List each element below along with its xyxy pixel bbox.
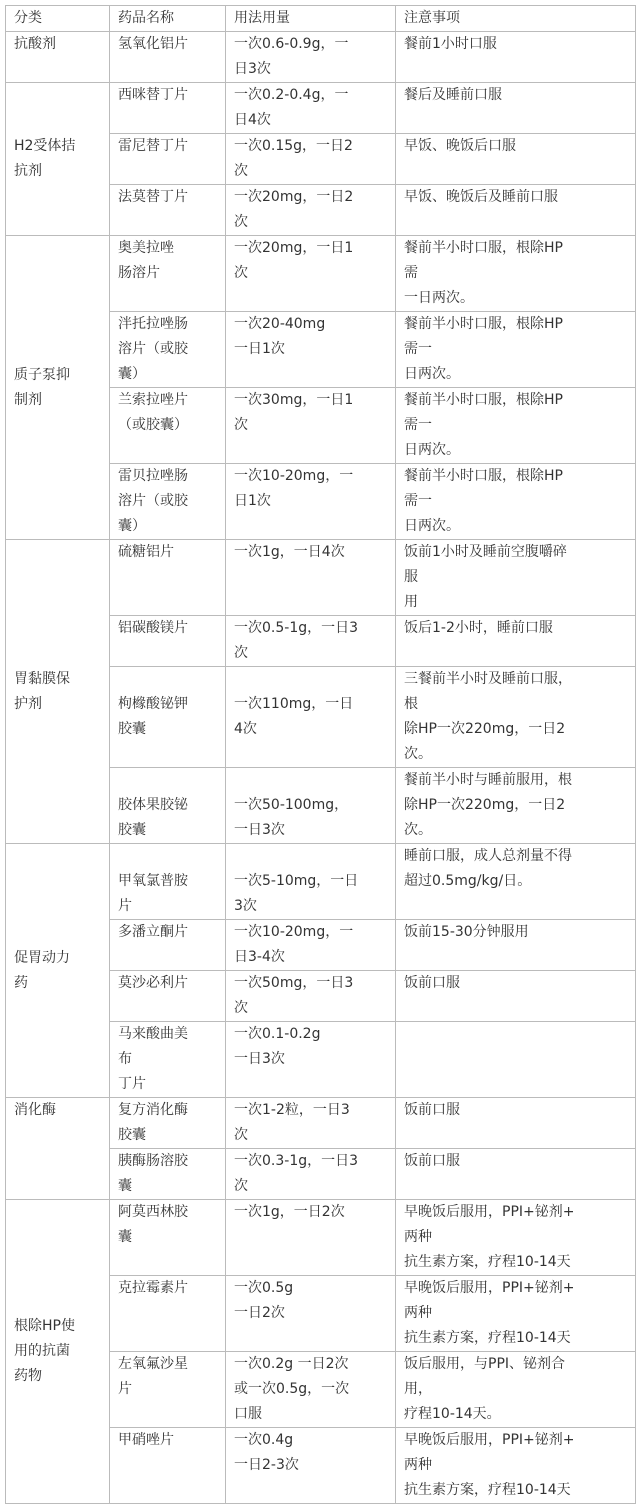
usage-cell <box>226 844 396 920</box>
cell-line: 次 <box>234 265 248 281</box>
notes-cell <box>396 540 636 616</box>
cell-line <box>118 768 217 793</box>
cell-line: 一次50-100mg， <box>234 797 349 813</box>
cell-line: 一次0.2g 一日2次 <box>234 1356 349 1372</box>
cell-line: 日1次 <box>234 493 271 509</box>
cell-line: 两种 <box>404 1457 432 1473</box>
table-row <box>6 1200 636 1276</box>
cell-line: 需一 <box>404 341 432 357</box>
cell-line: 抗酸剂 <box>14 36 56 52</box>
cell-line: （或胶囊） <box>118 417 188 433</box>
notes-cell <box>396 185 636 236</box>
cell-line: 法莫替丁片 <box>118 189 188 205</box>
drug-name-cell <box>110 1149 226 1200</box>
cell-line: 一次0.6-0.9g，一 <box>234 36 349 52</box>
header-usage: 用法用量 <box>226 6 396 32</box>
cell-line: 片 <box>118 898 132 914</box>
cell-line: 肠溶片 <box>118 265 160 281</box>
drug-name-cell <box>110 616 226 667</box>
cell-line: 甲氧氯普胺 <box>118 873 188 889</box>
cell-line: 一次0.5g <box>234 1280 294 1296</box>
cell-line: 片 <box>118 1381 132 1397</box>
cell-line <box>118 667 217 692</box>
cell-line: 枸橼酸铋钾 <box>118 696 188 712</box>
cell-line: 饭后1-2小时，睡前口服 <box>404 620 553 636</box>
cell-line: 早饭、晚饭后及睡前口服 <box>404 189 558 205</box>
cell-line: 雷尼替丁片 <box>118 138 188 154</box>
cell-line: 用的抗菌 <box>14 1343 70 1359</box>
cell-line: 一日3次 <box>234 822 285 838</box>
cell-line: 复方消化酶 <box>118 1102 188 1118</box>
usage-cell <box>226 971 396 1022</box>
notes-cell <box>396 971 636 1022</box>
cell-line: 质子泵抑 <box>14 366 70 383</box>
notes-cell <box>396 616 636 667</box>
cell-line: 餐前1小时口服 <box>404 36 497 52</box>
table-body <box>6 32 636 1504</box>
cell-line: 一次20mg，一日1 <box>234 240 354 256</box>
cell-line: 除HP一次220mg，一日2 <box>404 797 566 813</box>
cell-line: 日两次。 <box>404 442 460 458</box>
category-cell <box>6 236 110 540</box>
cell-line: 两种 <box>404 1229 432 1245</box>
cell-line: 早晚饭后服用，PPI+铋剂+ <box>404 1432 575 1448</box>
cell-line: 一次0.2-0.4g，一 <box>234 87 349 103</box>
cell-line: 两种 <box>404 1305 432 1321</box>
cell-line: 一日2-3次 <box>234 1457 299 1473</box>
cell-line: 日4次 <box>234 112 271 128</box>
cell-line: 根除HP使 <box>14 1318 75 1334</box>
cell-line: 超过0.5mg/kg/日。 <box>404 873 532 889</box>
cell-line: 饭前1小时及睡前空腹嚼碎 <box>404 544 567 560</box>
drug-name-cell <box>110 1098 226 1149</box>
cell-line: 需 <box>404 265 418 281</box>
cell-line: 抗生素方案，疗程10-14天 <box>404 1330 571 1346</box>
cell-line: 餐后及睡前口服 <box>404 87 502 103</box>
usage-cell <box>226 1149 396 1200</box>
table-row <box>6 236 636 312</box>
cell-line: 雷贝拉唑肠 <box>118 468 188 484</box>
usage-cell <box>226 134 396 185</box>
cell-line: 饭前15-30分钟服用 <box>404 924 529 940</box>
cell-line: 囊） <box>118 518 146 534</box>
cell-line: 次 <box>234 1000 248 1016</box>
cell-line: 一日3次 <box>234 1051 285 1067</box>
cell-line: 一日1次 <box>234 341 285 357</box>
cell-line: 囊 <box>118 1229 132 1245</box>
notes-cell <box>396 920 636 971</box>
notes-cell <box>396 1276 636 1352</box>
header-category: 分类 <box>6 6 110 32</box>
cell-line: 丁片 <box>118 1076 146 1092</box>
drug-name-cell <box>110 844 226 920</box>
category-cell <box>6 1200 110 1504</box>
header-row <box>6 6 636 32</box>
cell-line: 早饭、晚饭后口服 <box>404 138 516 154</box>
usage-cell <box>226 920 396 971</box>
cell-line: 铝碳酸镁片 <box>118 620 188 636</box>
category-cell <box>6 540 110 844</box>
usage-cell <box>226 667 396 768</box>
usage-cell <box>226 1098 396 1149</box>
drug-table <box>5 5 636 1504</box>
notes-cell <box>396 83 636 134</box>
usage-cell <box>226 1352 396 1428</box>
table-row <box>6 540 636 616</box>
cell-line: 甲硝唑片 <box>118 1432 174 1448</box>
cell-line: 阿莫西林胶 <box>118 1204 188 1220</box>
notes-cell <box>396 1428 636 1504</box>
cell-line: 一次0.15g，一日2 <box>234 138 353 154</box>
cell-line: 用， <box>404 1381 432 1397</box>
cell-line: 除HP一次220mg，一日2 <box>404 721 566 737</box>
cell-line: 硫糖铝片 <box>118 544 174 560</box>
cell-line: 日3次 <box>234 61 271 77</box>
table-header <box>6 6 636 32</box>
drug-name-cell <box>110 1276 226 1352</box>
cell-line: 制剂 <box>14 391 42 408</box>
cell-line: 一次0.4g <box>234 1432 294 1448</box>
drug-name-cell <box>110 464 226 540</box>
cell-line: 餐前半小时口服，根除HP <box>404 392 563 408</box>
cell-line: 次 <box>234 417 248 433</box>
notes-cell <box>396 464 636 540</box>
cell-line: 早晚饭后服用，PPI+铋剂+ <box>404 1280 575 1296</box>
usage-cell <box>226 32 396 83</box>
cell-line: 奥美拉唑 <box>118 240 174 256</box>
usage-cell <box>226 1428 396 1504</box>
cell-line: 三餐前半小时及睡前口服， <box>404 671 572 687</box>
cell-line: 氢氧化铝片 <box>118 36 188 52</box>
cell-line: 药 <box>14 974 28 991</box>
cell-line: 饭后服用，与PPI、铋剂合 <box>404 1356 566 1372</box>
cell-line: 需一 <box>404 417 432 433</box>
cell-line: 服 <box>404 569 418 585</box>
cell-line: 次 <box>234 1178 248 1194</box>
cell-line: 餐前半小时与睡前服用，根 <box>404 772 572 788</box>
notes-cell <box>396 134 636 185</box>
notes-cell <box>396 1200 636 1276</box>
cell-line: 泮托拉唑肠 <box>118 316 188 332</box>
category-cell <box>6 844 110 1098</box>
cell-line: 餐前半小时口服，根除HP <box>404 240 563 256</box>
cell-line: 一次110mg，一日 <box>234 696 354 712</box>
cell-line: 一次20mg，一日2 <box>234 189 354 205</box>
usage-cell <box>226 540 396 616</box>
cell-line: 胶体果胶铋 <box>118 797 188 813</box>
category-cell <box>6 1098 110 1200</box>
drug-name-cell <box>110 134 226 185</box>
cell-line: 药物 <box>14 1368 42 1384</box>
cell-line: 一次1-2粒，一日3 <box>234 1102 350 1118</box>
table-row <box>6 1098 636 1149</box>
cell-line: 疗程10-14天。 <box>404 1406 501 1422</box>
cell-line: 一次10-20mg，一 <box>234 924 354 940</box>
table-row <box>6 83 636 134</box>
cell-line: 用 <box>404 594 418 610</box>
drug-name-cell <box>110 185 226 236</box>
cell-line: 一次10-20mg，一 <box>234 468 354 484</box>
usage-cell <box>226 1022 396 1098</box>
cell-line: 一次0.3-1g，一日3 <box>234 1153 359 1169</box>
drug-name-cell <box>110 971 226 1022</box>
header-notes: 注意事项 <box>396 6 636 32</box>
category-cell <box>6 32 110 83</box>
drug-name-cell <box>110 312 226 388</box>
cell-line: 护剂 <box>14 695 42 712</box>
cell-line: 囊 <box>118 1178 132 1194</box>
cell-line: 一次1g，一日4次 <box>234 544 345 560</box>
cell-line: 需一 <box>404 493 432 509</box>
cell-line <box>118 844 217 869</box>
cell-line: 西咪替丁片 <box>118 87 188 103</box>
cell-line: 饭前口服 <box>404 975 460 991</box>
notes-cell <box>396 32 636 83</box>
cell-line: 次。 <box>404 822 432 838</box>
cell-line: 一次1g，一日2次 <box>234 1204 345 1220</box>
cell-line: 日两次。 <box>404 518 460 534</box>
cell-line: 次 <box>234 1127 248 1143</box>
cell-line: 一次5-10mg，一日 <box>234 873 359 889</box>
drug-name-cell <box>110 83 226 134</box>
cell-line: 一日两次。 <box>404 290 474 306</box>
cell-line: 早晚饭后服用，PPI+铋剂+ <box>404 1204 575 1220</box>
cell-line: 一次0.5-1g，一日3 <box>234 620 359 636</box>
cell-line: 一日2次 <box>234 1305 285 1321</box>
cell-line: 次 <box>234 163 248 179</box>
cell-line: 促胃动力 <box>14 949 70 966</box>
cell-line: 3次 <box>234 898 257 914</box>
cell-line: 饭前口服 <box>404 1153 460 1169</box>
cell-line: 口服 <box>234 1406 262 1422</box>
usage-cell <box>226 83 396 134</box>
notes-cell <box>396 768 636 844</box>
cell-line: 日两次。 <box>404 366 460 382</box>
usage-cell <box>226 312 396 388</box>
cell-line: 抗生素方案，疗程10-14天 <box>404 1482 571 1498</box>
notes-cell <box>396 388 636 464</box>
cell-line: 抗剂 <box>14 163 42 179</box>
table-row <box>6 32 636 83</box>
cell-line: 一次0.1-0.2g <box>234 1026 321 1042</box>
notes-cell <box>396 667 636 768</box>
cell-line: 莫沙必利片 <box>118 975 188 991</box>
cell-line <box>234 844 387 869</box>
notes-cell <box>396 844 636 920</box>
usage-cell <box>226 1200 396 1276</box>
cell-line: 胶囊 <box>118 822 146 838</box>
notes-cell <box>396 236 636 312</box>
cell-line: 次 <box>234 214 248 230</box>
cell-line: H2受体拮 <box>14 138 76 154</box>
cell-line: 兰索拉唑片 <box>118 392 188 408</box>
cell-line: 饭前口服 <box>404 1102 460 1118</box>
cell-line: 消化酶 <box>14 1102 56 1118</box>
notes-cell <box>396 1022 636 1098</box>
cell-line: 马来酸曲美 <box>118 1026 188 1042</box>
notes-cell <box>396 312 636 388</box>
cell-line: 多潘立酮片 <box>118 924 188 940</box>
usage-cell <box>226 768 396 844</box>
drug-name-cell <box>110 1428 226 1504</box>
drug-name-cell <box>110 32 226 83</box>
drug-name-cell <box>110 236 226 312</box>
cell-line: 溶片（或胶 <box>118 493 188 509</box>
drug-name-cell <box>110 768 226 844</box>
cell-line: 日3-4次 <box>234 949 285 965</box>
cell-line: 布 <box>118 1051 132 1067</box>
usage-cell <box>226 1276 396 1352</box>
cell-line <box>234 667 387 692</box>
cell-line: 左氧氟沙星 <box>118 1356 188 1372</box>
drug-name-cell <box>110 1352 226 1428</box>
cell-line: 餐前半小时口服，根除HP <box>404 316 563 332</box>
cell-line: 胃黏膜保 <box>14 670 70 687</box>
notes-cell <box>396 1149 636 1200</box>
drug-name-cell <box>110 1022 226 1098</box>
cell-line: 胶囊 <box>118 721 146 737</box>
cell-line: 抗生素方案，疗程10-14天 <box>404 1254 571 1270</box>
drug-name-cell <box>110 667 226 768</box>
cell-line: 次。 <box>404 746 432 762</box>
cell-line: 睡前口服，成人总剂量不得 <box>404 848 572 864</box>
cell-line: 或一次0.5g，一次 <box>234 1381 350 1397</box>
cell-line: 餐前半小时口服，根除HP <box>404 468 563 484</box>
cell-line: 次 <box>234 645 248 661</box>
drug-name-cell <box>110 540 226 616</box>
header-drug-name: 药品名称 <box>110 6 226 32</box>
cell-line: 胶囊 <box>118 1127 146 1143</box>
usage-cell <box>226 388 396 464</box>
usage-cell <box>226 464 396 540</box>
cell-line <box>234 768 387 793</box>
category-cell <box>6 83 110 236</box>
cell-line: 一次50mg，一日3 <box>234 975 354 991</box>
cell-line: 4次 <box>234 721 257 737</box>
cell-line: 一次20-40mg <box>234 316 326 332</box>
drug-name-cell <box>110 1200 226 1276</box>
cell-line: 一次30mg，一日1 <box>234 392 354 408</box>
usage-cell <box>226 236 396 312</box>
cell-line: 溶片（或胶 <box>118 341 188 357</box>
usage-cell <box>226 185 396 236</box>
notes-cell <box>396 1098 636 1149</box>
table-row <box>6 844 636 920</box>
cell-line: 克拉霉素片 <box>118 1280 188 1296</box>
notes-cell <box>396 1352 636 1428</box>
cell-line: 根 <box>404 696 418 712</box>
usage-cell <box>226 616 396 667</box>
cell-line: 胰酶肠溶胶 <box>118 1153 188 1169</box>
drug-name-cell <box>110 920 226 971</box>
drug-name-cell <box>110 388 226 464</box>
cell-line: 囊） <box>118 366 146 382</box>
